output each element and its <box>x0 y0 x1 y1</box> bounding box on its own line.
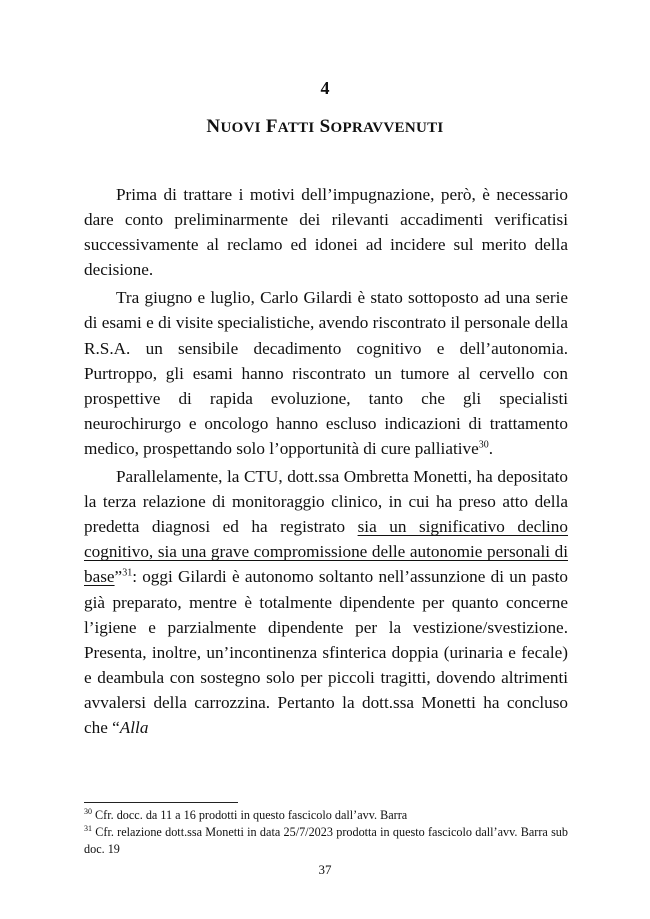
footnote-ref-31[interactable]: 31 <box>122 567 133 579</box>
footnote-ref-30[interactable]: 30 <box>478 439 489 451</box>
body-text <box>84 182 568 743</box>
chapter-title-word-2-rest: ATTI <box>277 120 315 136</box>
chapter-title-word-2-initial: F <box>265 116 278 137</box>
chapter-title-word-3-initial: S <box>319 116 331 137</box>
paragraph-2 <box>84 285 568 461</box>
chapter-title-word-1-initial: N <box>206 116 221 137</box>
footnote-30 <box>84 807 568 824</box>
paragraph-3-underlined-quote: sia un significativo declino cognitivo, sia una grave compromissione delle autonomie personali di base <box>84 517 568 587</box>
footnotes <box>84 807 568 858</box>
footnote-30-number: 30 <box>84 806 92 816</box>
footnote-31-number: 31 <box>84 823 92 833</box>
chapter-title-word-3-rest: OPRAVVENUTI <box>330 120 444 136</box>
footnote-31 <box>84 824 568 858</box>
chapter-number: 4 <box>320 78 330 98</box>
footnote-30-text: Cfr. docc. da 11 a 16 prodotti in questo fascicolo dall’avv. Barra <box>95 808 408 822</box>
paragraph-3-text-a: Parallelamente, la CTU, dott.ssa Ombretta Monetti, ha depositato la terza relazione di monitoraggio clinico, in cui ha preso atto della predetta diagnosi ed ha registrato <box>84 467 568 537</box>
chapter-title <box>0 116 650 138</box>
footnote-31-text: Cfr. relazione dott.ssa Monetti in data 25/7/2023 prodotta in questo fascicolo dall’avv. Barra sub doc. 19 <box>84 825 568 856</box>
footnote-separator <box>84 802 238 803</box>
paragraph-2-text: Tra giugno e luglio, Carlo Gilardi è stato sottoposto ad una serie di esami e di visite specialistiche, avendo riscontrato il personale della R.S.A. un sensibile decadimento cognitivo e dell’autonomia. Purtroppo, gli esami hanno riscontrato un tumore al cervello con prospettive di rapida evoluzione, tanto che gli specialisti neurochirurgo e oncologo hanno escluso indicazioni di trattamento medico, prospettando solo l’opportunità di cure palliative <box>84 288 568 458</box>
page-number: 37 <box>318 862 332 877</box>
paragraph-2-end: . <box>488 438 494 458</box>
paragraph-3-text-b: : oggi Gilardi è autonomo soltanto nell’assunzione di un pasto già preparato, mentre è totalmente dipendente per quanto concerne l’igiene e parzialmente dipendente per la vestizione/svestizione. Presenta, inoltre, un’incontinenza sfinterica doppia (urinaria e fecale) e deambula con sostegno solo per piccoli tragitti, dovendo altrimenti avvalersi della carrozzina. Pertanto la dott.ssa Monetti ha concluso che “ <box>84 567 568 737</box>
chapter-title-word-1-rest: UOVI <box>220 120 261 136</box>
paragraph-3-italic: Alla <box>119 717 149 737</box>
paragraph-1: Prima di trattare i motivi dell’impugnazione, però, è necessario dare conto preliminarmente dei rilevanti accadimenti verificatisi successivamente al reclamo ed idonei ad incidere sul merito della decisione. <box>84 185 568 280</box>
paragraph-3 <box>84 464 568 740</box>
paragraph-3-quote-close: ” <box>114 567 123 587</box>
